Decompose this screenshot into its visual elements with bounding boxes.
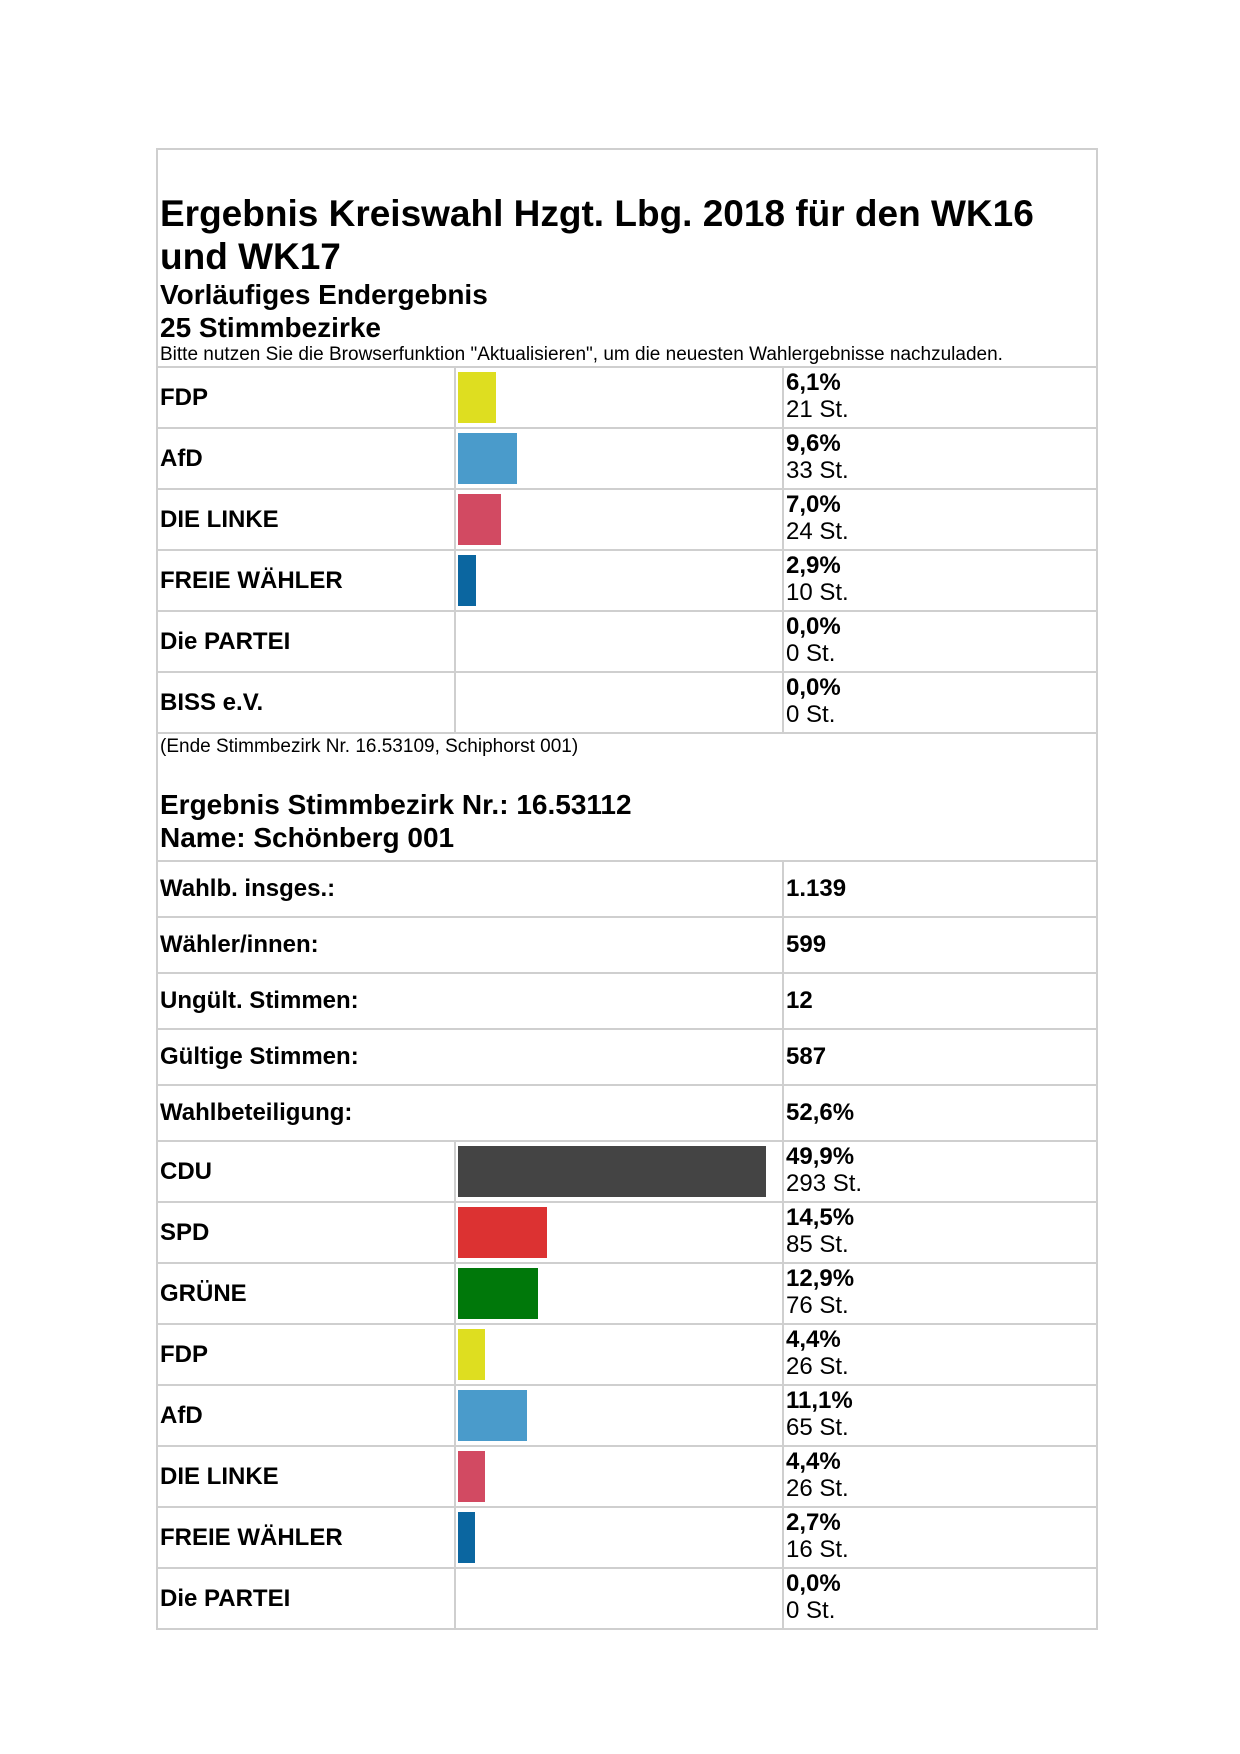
district-title: Ergebnis Stimmbezirk Nr.: 16.53112	[160, 789, 632, 820]
result-cell	[784, 429, 1096, 488]
vote-count: 24 St.	[786, 518, 849, 545]
party-row-grüne	[158, 1262, 1096, 1323]
result-cell	[784, 368, 1096, 427]
vote-percent: 49,9%	[786, 1143, 855, 1170]
end-district-note: (Ende Stimmbezirk Nr. 16.53109, Schiphorst 001)	[160, 736, 579, 757]
vote-share-bar	[458, 372, 496, 423]
vote-count: 16 St.	[786, 1536, 849, 1563]
stat-value: 1.139	[786, 875, 847, 902]
result-cell	[784, 673, 1096, 732]
vote-percent: 2,9%	[786, 552, 841, 579]
party-name: FDP	[158, 368, 456, 427]
vote-percent: 2,7%	[786, 1509, 841, 1536]
vote-percent: 0,0%	[786, 674, 841, 701]
party-name: FREIE WÄHLER	[158, 1508, 456, 1567]
document-header	[158, 150, 1096, 366]
vote-count: 33 St.	[786, 457, 849, 484]
party-name: BISS e.V.	[158, 673, 456, 732]
party-name: GRÜNE	[158, 1264, 456, 1323]
party-name: FDP	[158, 1325, 456, 1384]
party-row-afd	[158, 427, 1096, 488]
stat-row	[158, 1028, 1096, 1084]
vote-count: 0 St.	[786, 640, 836, 667]
vote-share-bar	[458, 1268, 538, 1319]
stat-value: 587	[786, 1043, 827, 1070]
party-row-die-linke	[158, 488, 1096, 549]
vote-percent: 4,4%	[786, 1326, 841, 1353]
bar-cell	[456, 1508, 784, 1567]
party-row-die-partei	[158, 610, 1096, 671]
stat-row	[158, 860, 1096, 916]
vote-count: 26 St.	[786, 1475, 849, 1502]
stat-label: Wahlbeteiligung:	[158, 1086, 784, 1140]
page-title: Ergebnis Kreiswahl Hzgt. Lbg. 2018 für den WK16 und WK17	[160, 193, 1034, 277]
previous-district-results	[158, 366, 1096, 732]
party-row-die-partei	[158, 1567, 1096, 1628]
vote-count: 76 St.	[786, 1292, 849, 1319]
result-cell	[784, 551, 1096, 610]
party-name: AfD	[158, 1386, 456, 1445]
vote-percent: 12,9%	[786, 1265, 855, 1292]
bar-cell	[456, 368, 784, 427]
vote-count: 65 St.	[786, 1414, 849, 1441]
district-section-header	[158, 732, 1096, 860]
party-row-die-linke	[158, 1445, 1096, 1506]
vote-share-bar	[458, 433, 517, 484]
party-name: DIE LINKE	[158, 490, 456, 549]
vote-share-bar	[458, 555, 476, 606]
result-cell	[784, 1569, 1096, 1628]
vote-share-bar	[458, 1512, 475, 1563]
bar-cell	[456, 551, 784, 610]
stat-label: Wahlb. insges.:	[158, 862, 784, 916]
party-row-biss-e-v	[158, 671, 1096, 732]
party-row-cdu	[158, 1140, 1096, 1201]
vote-percent: 0,0%	[786, 613, 841, 640]
bar-cell	[456, 1386, 784, 1445]
stat-row	[158, 1084, 1096, 1140]
result-cell	[784, 1508, 1096, 1567]
result-cell	[784, 1142, 1096, 1201]
stat-value: 12	[786, 987, 813, 1014]
bar-cell	[456, 1447, 784, 1506]
vote-count: 85 St.	[786, 1231, 849, 1258]
bar-cell	[456, 673, 784, 732]
bar-cell	[456, 1203, 784, 1262]
party-name: Die PARTEI	[158, 612, 456, 671]
party-name: Die PARTEI	[158, 1569, 456, 1628]
bar-cell	[456, 612, 784, 671]
result-cell	[784, 1325, 1096, 1384]
vote-percent: 9,6%	[786, 430, 841, 457]
stat-value: 599	[786, 931, 827, 958]
party-name: CDU	[158, 1142, 456, 1201]
vote-percent: 14,5%	[786, 1204, 855, 1231]
vote-share-bar	[458, 1329, 485, 1380]
vote-share-bar	[458, 1390, 527, 1441]
vote-count: 0 St.	[786, 701, 836, 728]
stat-label: Ungült. Stimmen:	[158, 974, 784, 1028]
bar-cell	[456, 490, 784, 549]
vote-percent: 11,1%	[786, 1387, 853, 1414]
bar-cell	[456, 1325, 784, 1384]
result-cell	[784, 612, 1096, 671]
vote-count: 26 St.	[786, 1353, 849, 1380]
vote-share-bar	[458, 1451, 485, 1502]
bar-cell	[456, 429, 784, 488]
bar-cell	[456, 1142, 784, 1201]
party-row-freie-wähler	[158, 549, 1096, 610]
party-name: DIE LINKE	[158, 1447, 456, 1506]
vote-count: 293 St.	[786, 1170, 863, 1197]
stat-value: 52,6%	[786, 1099, 855, 1126]
bar-cell	[456, 1569, 784, 1628]
vote-share-bar	[458, 1207, 547, 1258]
vote-percent: 7,0%	[786, 491, 841, 518]
party-row-fdp	[158, 366, 1096, 427]
district-name: Name: Schönberg 001	[160, 822, 455, 853]
stat-row	[158, 916, 1096, 972]
party-row-fdp	[158, 1323, 1096, 1384]
district-stats	[158, 860, 1096, 1140]
party-name: FREIE WÄHLER	[158, 551, 456, 610]
party-name: SPD	[158, 1203, 456, 1262]
vote-share-bar	[458, 494, 501, 545]
stat-label: Wähler/innen:	[158, 918, 784, 972]
vote-count: 21 St.	[786, 396, 849, 423]
party-row-freie-wähler	[158, 1506, 1096, 1567]
result-cell	[784, 1386, 1096, 1445]
party-name: AfD	[158, 429, 456, 488]
result-cell	[784, 490, 1096, 549]
district-party-results	[158, 1140, 1096, 1630]
refresh-note: Bitte nutzen Sie die Browserfunktion "Aktualisieren", um die neuesten Wahlergebnisse nachzuladen.	[160, 344, 1003, 365]
vote-share-bar	[458, 1146, 766, 1197]
district-count: 25 Stimmbezirke	[160, 312, 381, 343]
bar-cell	[456, 1264, 784, 1323]
vote-percent: 6,1%	[786, 369, 841, 396]
result-cell	[784, 1447, 1096, 1506]
result-cell	[784, 1264, 1096, 1323]
vote-percent: 4,4%	[786, 1448, 841, 1475]
vote-percent: 0,0%	[786, 1570, 841, 1597]
result-cell	[784, 1203, 1096, 1262]
status-subtitle: Vorläufiges Endergebnis	[160, 279, 488, 310]
stat-row	[158, 972, 1096, 1028]
vote-count: 0 St.	[786, 1597, 836, 1624]
results-document	[156, 148, 1098, 1630]
stat-label: Gültige Stimmen:	[158, 1030, 784, 1084]
party-row-afd	[158, 1384, 1096, 1445]
vote-count: 10 St.	[786, 579, 849, 606]
party-row-spd	[158, 1201, 1096, 1262]
